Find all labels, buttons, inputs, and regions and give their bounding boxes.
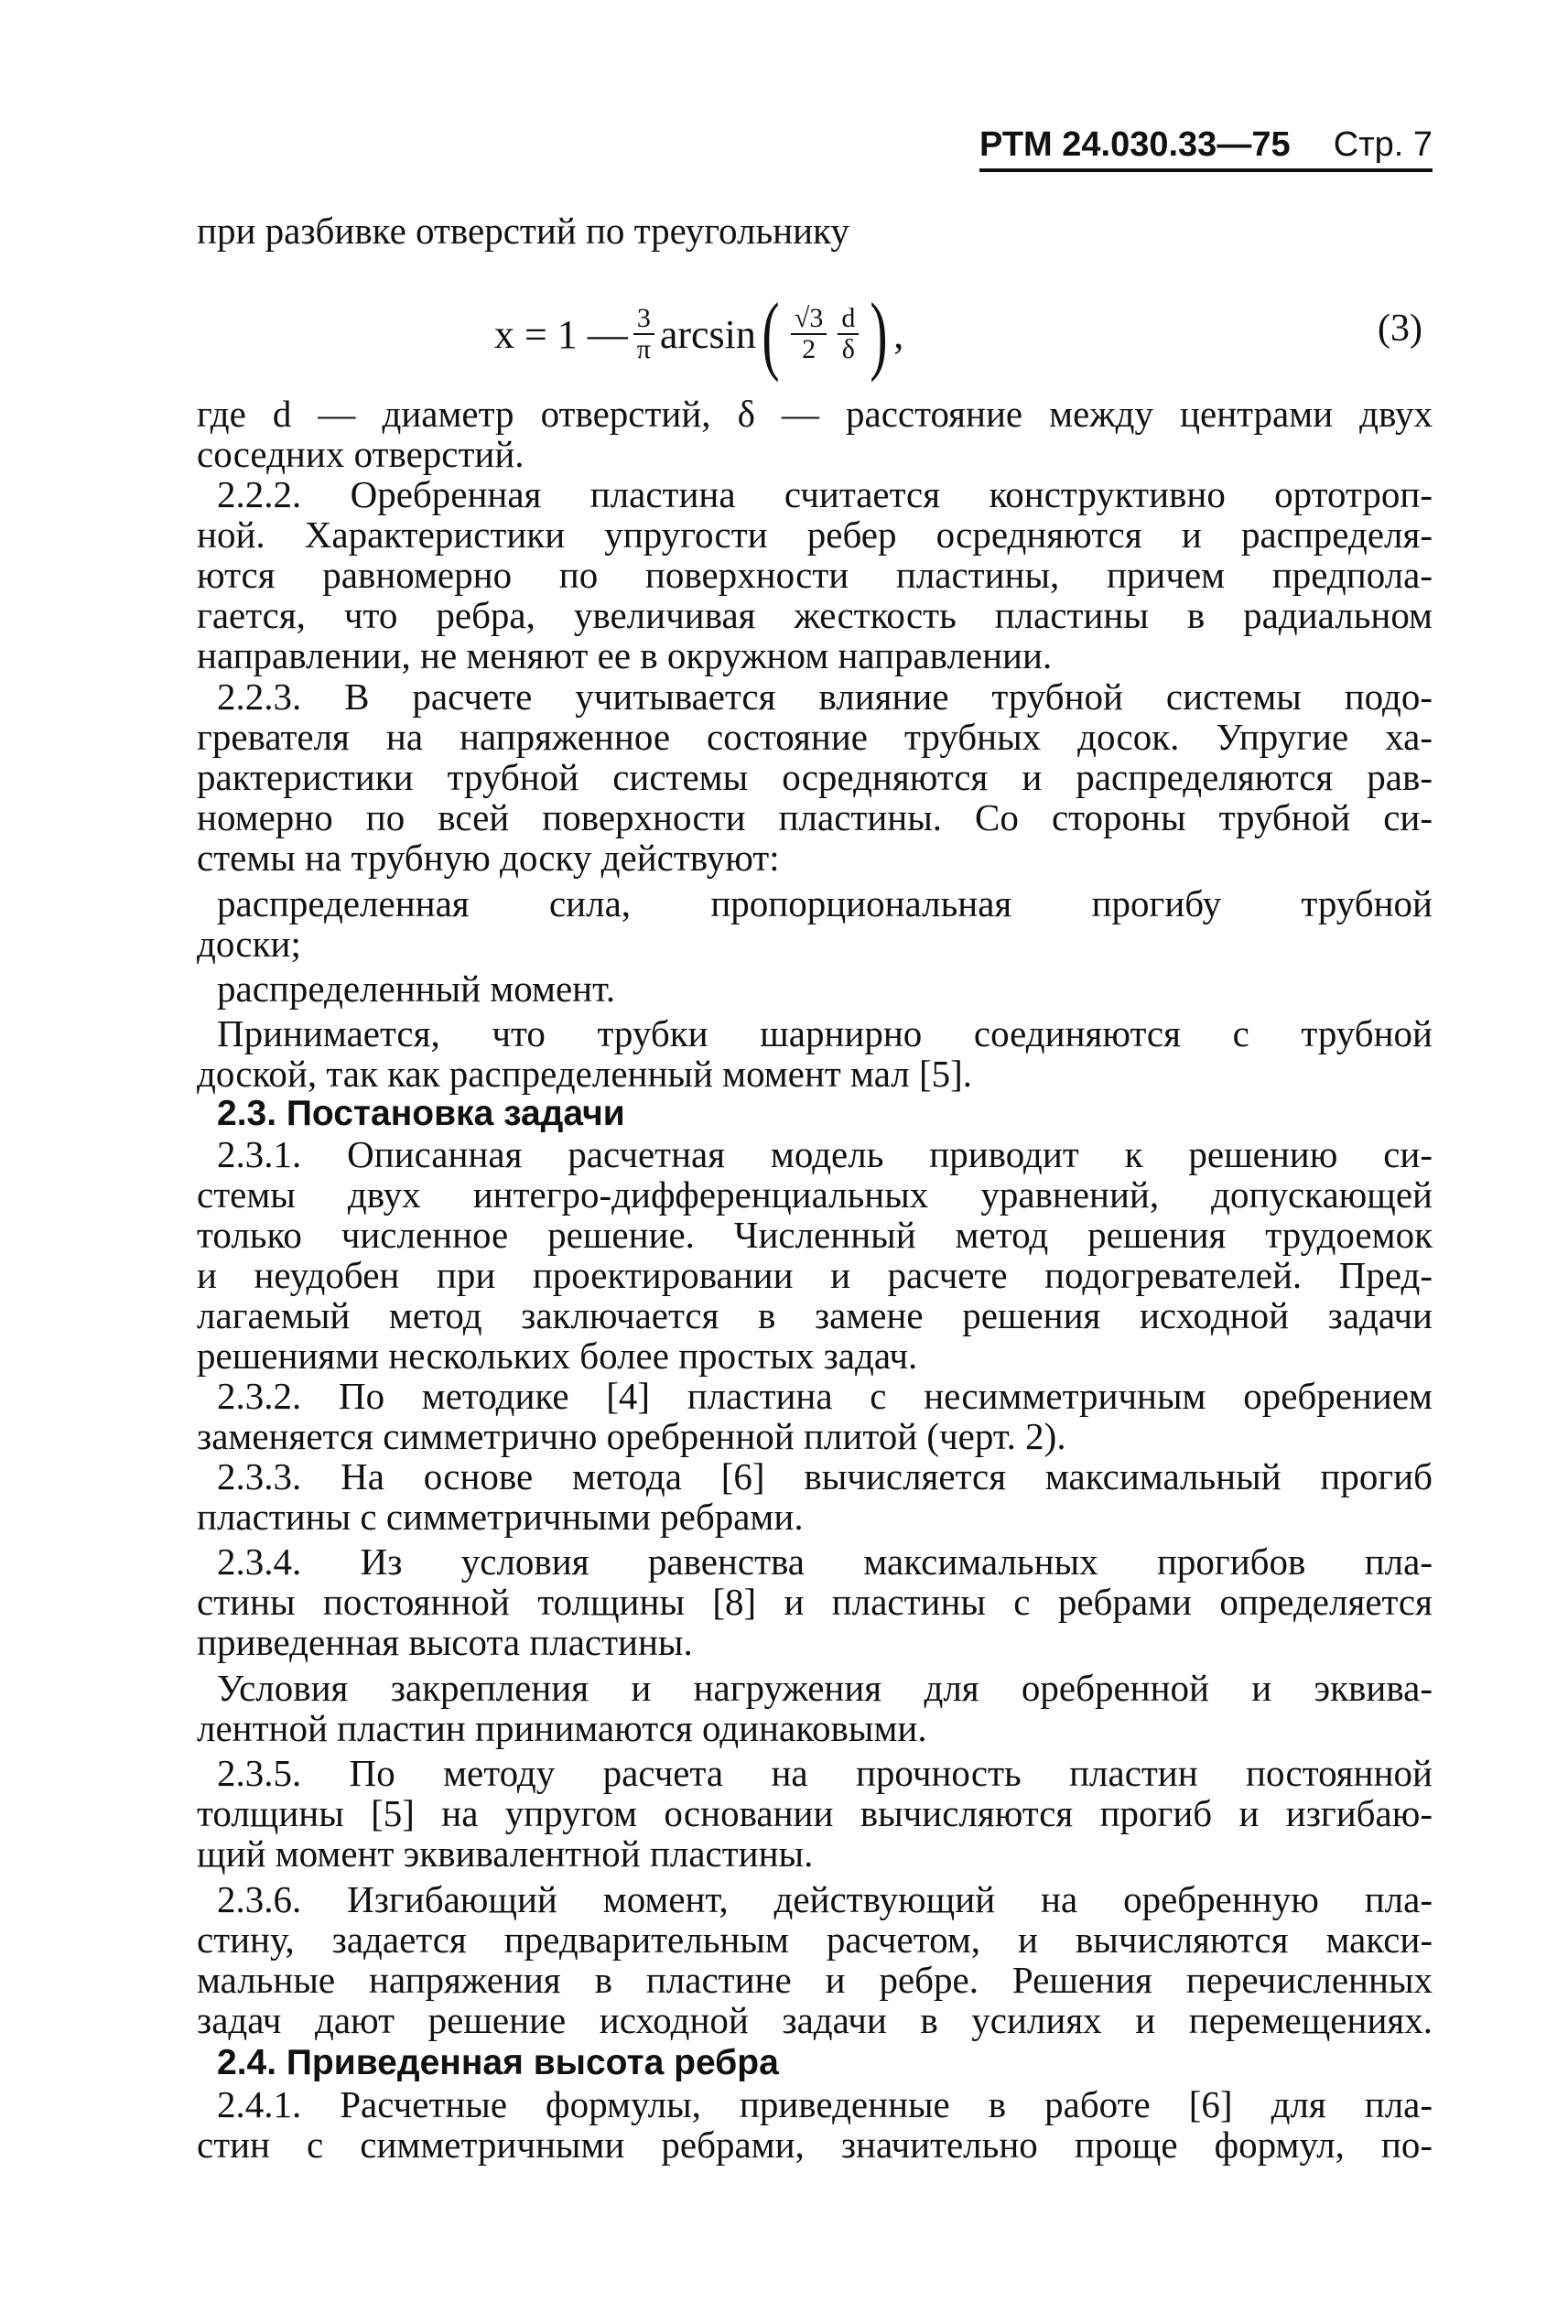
text-line: мальные напряжения в пластине и ребре. Решения перечисленных (197, 1959, 1433, 2001)
page-header (979, 110, 1433, 165)
formula-function: arcsin (659, 311, 756, 357)
text-line: 2.3.6. Изгибающий момент, действующий на оребренную пла- (217, 1878, 1433, 1920)
text-line: распределенная сила, пропорциональная прогибу трубной (217, 882, 1433, 924)
text-line: ются равномерно по поверхности пластины, причем предпола- (197, 554, 1433, 596)
document-code: РТМ 24.030.33—75 (979, 125, 1291, 164)
text-line: соседних отверстий. (197, 433, 524, 475)
text-line: приведенная высота пластины. (197, 1621, 693, 1663)
formula-fraction: $\frac{√3}{2}$ (791, 304, 827, 364)
text-line: при разбивке отверстий по треугольнику (197, 210, 849, 252)
text-line: стины постоянной толщины [8] и пластины с ребрами определяется (197, 1581, 1433, 1623)
text-line: 2.3.2. По методике [4] пластина с несимметричным оребрением (217, 1375, 1433, 1417)
text-line: гается, что ребра, увеличивая жесткость пластины в радиальном (197, 594, 1433, 636)
text-line: 2.3.4. Из условия равенства максимальных прогибов пла- (217, 1540, 1433, 1583)
text-line: стемы на трубную доску действуют: (197, 837, 780, 879)
text-line: рактеристики трубной системы осредняются и распределяются рав- (197, 756, 1433, 798)
text-line: направлении, не меняют ее в окружном направлении. (197, 634, 1053, 676)
text-line: пластины с симметричными ребрами. (197, 1496, 804, 1538)
text-line: 2.3.5. По методу расчета на прочность пластин постоянной (217, 1752, 1433, 1794)
text-line: 2.3.3. На основе метода [6] вычисляется максимальный прогиб (217, 1455, 1433, 1497)
text-line: доской, так как распределенный момент мал [5]. (197, 1053, 973, 1095)
text-line: где d — диаметр отверстий, δ — расстояние между центрами двух (197, 393, 1433, 435)
text-line: лентной пластин принимаются одинаковыми. (197, 1707, 927, 1749)
text-line: распределенный момент. (217, 967, 616, 1010)
text-line: Условия закрепления и нагружения для оребренной и эквива- (217, 1667, 1433, 1709)
formula-paren-open: ( (762, 285, 780, 383)
section-heading: 2.3. Постановка задачи (217, 1094, 625, 1133)
text-line: и неудобен при проектировании и расчете подогревателей. Пред- (197, 1254, 1433, 1296)
text-line: стин с симметричными ребрами, значительно проще формул, по- (197, 2124, 1433, 2166)
text-line: 2.3.1. Описанная расчетная модель приводит к решению си- (217, 1133, 1433, 1175)
formula-fraction: $\frac{3}{\pi}$ (633, 304, 654, 364)
text-line: гревателя на напряженное состояние трубных досок. Упругие ха- (197, 716, 1433, 758)
text-line: решениями нескольких более простых задач. (197, 1335, 918, 1377)
text-line: Принимается, что трубки шарнирно соединяются с трубной (217, 1012, 1433, 1054)
equation-number: (3) (1378, 308, 1422, 350)
text-line: щий момент эквивалентной пластины. (197, 1832, 814, 1875)
formula-lhs: x = 1 — (494, 311, 628, 357)
page-number: Стр. 7 (1333, 125, 1433, 164)
text-line: 2.4.1. Расчетные формулы, приведенные в работе [6] для пла- (217, 2083, 1433, 2125)
header-rule (979, 168, 1433, 172)
text-line: 2.2.3. В расчете учитывается влияние трубной системы подо- (217, 676, 1433, 718)
text-line: задач дают решение исходной задачи в усилиях и перемещениях. (197, 1999, 1433, 2041)
text-line: ной. Характеристики упругости ребер осредняются и распределя- (197, 513, 1433, 556)
text-line: 2.2.2. Оребренная пластина считается конструктивно ортотроп- (217, 473, 1433, 515)
text-line: стину, задается предварительным расчетом, и вычисляются макси- (197, 1919, 1433, 1961)
text-line: доски; (197, 923, 301, 965)
formula-paren-close: ) (870, 285, 888, 383)
formula-comma: , (893, 311, 904, 357)
section-heading: 2.4. Приведенная высота ребра (217, 2043, 779, 2082)
formula-3 (494, 284, 903, 384)
text-line: заменяется симметрично оребренной плитой (черт. 2). (197, 1415, 1066, 1457)
text-line: лагаемый метод заключается в замене решения исходной задачи (197, 1294, 1433, 1336)
text-line: номерно по всей поверхности пластины. Со стороны трубной си- (197, 796, 1433, 838)
text-line: только численное решение. Численный метод решения трудоемок (197, 1214, 1433, 1256)
formula-fraction: $\frac{d}{\delta}$ (838, 304, 859, 364)
text-line: стемы двух интегро-дифференциальных уравнений, допускающей (197, 1173, 1433, 1216)
text-line: толщины [5] на упругом основании вычисляются прогиб и изгибаю- (197, 1792, 1433, 1834)
